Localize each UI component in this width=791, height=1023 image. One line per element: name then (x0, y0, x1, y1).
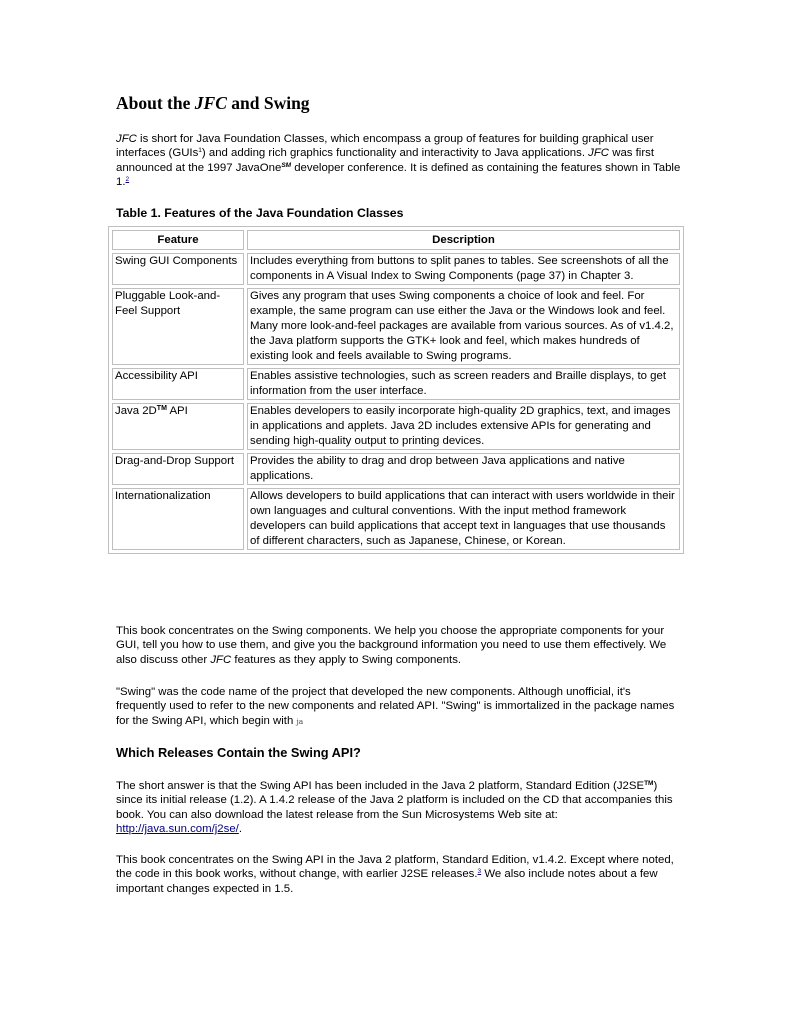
table-row (112, 368, 680, 400)
description-cell: Enables developers to easily incorporate high-quality 2D graphics, text, and images in applications and applets. Java 2D includes extensive APIs for generating and sending high-quality output to printing devices. (247, 403, 680, 450)
swing-components-paragraph: This book concentrates on the Swing components. We help you choose the appropriate components for your GUI, tell you how to use them, and give you the background information you need to use them effectively. We also discuss other JFC features as they apply to Swing components. (116, 625, 667, 666)
column-header-description: Description (247, 230, 680, 250)
swing-name-paragraph: "Swing" was the code name of the project that developed the new components. Although unofficial, it's frequently used to refer to the new components and related API. "Swing" is immortalized in the package names for the Swing API, which begin with ja (116, 686, 675, 727)
table-row (112, 253, 680, 285)
j2se-download-link[interactable]: http://java.sun.com/j2se/ (116, 823, 239, 836)
table-row (112, 453, 680, 485)
section-heading: Which Releases Contain the Swing API? (116, 745, 361, 760)
feature-cell: Accessibility API (112, 368, 244, 400)
column-header-feature: Feature (112, 230, 244, 250)
description-cell: Provides the ability to drag and drop between Java applications and native applications. (247, 453, 680, 485)
service-mark: SM (281, 161, 292, 169)
features-table (108, 226, 684, 554)
feature-cell: Internationalization (112, 488, 244, 550)
footnote-ref-2[interactable]: 2 (125, 176, 130, 184)
footnote-ref-1[interactable]: 1 (198, 147, 202, 155)
feature-cell: Java 2D™ API (112, 403, 244, 450)
table-caption: Table 1. Features of the Java Foundation Classes (116, 206, 404, 220)
description-cell: Allows developers to build applications that can interact with users worldwide in their own languages and cultural conventions. With the input method framework developers can build applications that accept text in languages that use thousands of different characters, such as Japanese, Chinese, or Korean. (247, 488, 680, 550)
feature-cell: Drag-and-Drop Support (112, 453, 244, 485)
trademark-mark: TM (156, 405, 167, 412)
package-name-code: ja (296, 716, 304, 726)
footnote-ref-3[interactable]: 3 (477, 868, 482, 876)
description-cell: Includes everything from buttons to split panes to tables. See screenshots of all the components in A Visual Index to Swing Components (page 37) in Chapter 3. (247, 253, 680, 285)
page-title: About the JFC and Swing (116, 93, 310, 113)
feature-cell: Swing GUI Components (112, 253, 244, 285)
table-row (112, 288, 680, 365)
description-cell: Enables assistive technologies, such as screen readers and Braille displays, to get information from the user interface. (247, 368, 680, 400)
version-paragraph: This book concentrates on the Swing API in the Java 2 platform, Standard Edition, v1.4.2. Except where noted, the code in this book works, without change, with earlier J2SE releases.$^3$ We also include notes about a few important changes expected in 1.5. (116, 854, 674, 895)
releases-paragraph: The short answer is that the Swing API has been included in the Java 2 platform, Standard Edition (J2SE™) since its initial release (1.2). A 1.4.2 release of the Java 2 platform is included on the CD that accompanies this book. You can also download the latest release from the Sun Microsystems Web site at: http://java.sun.com/j2se/. (116, 780, 673, 836)
table-row (112, 488, 680, 550)
table-row (112, 403, 680, 450)
feature-cell: Pluggable Look-and-Feel Support (112, 288, 244, 365)
intro-paragraph: JFC is short for Java Foundation Classes, which encompass a group of features for building graphical user interfaces (GUIs$^1$) and adding rich graphics functionality and interactivity to Java applications. JFC was first announced at the 1997 JavaOne℠ developer conference. It is defined as containing the features shown in Table 1.$^2$ (116, 133, 681, 189)
jfc-term: JFC (194, 93, 227, 113)
description-cell: Gives any program that uses Swing components a choice of look and feel. For example, the same program can use either the Java or the Windows look and feel. Many more look-and-feel packages are available from various sources. As of v1.4.2, the Java platform supports the GTK+ look and feel, which makes hundreds of existing look and feels available to Swing programs. (247, 288, 680, 365)
table-header-row (112, 230, 680, 250)
trademark-mark: TM (644, 780, 654, 787)
